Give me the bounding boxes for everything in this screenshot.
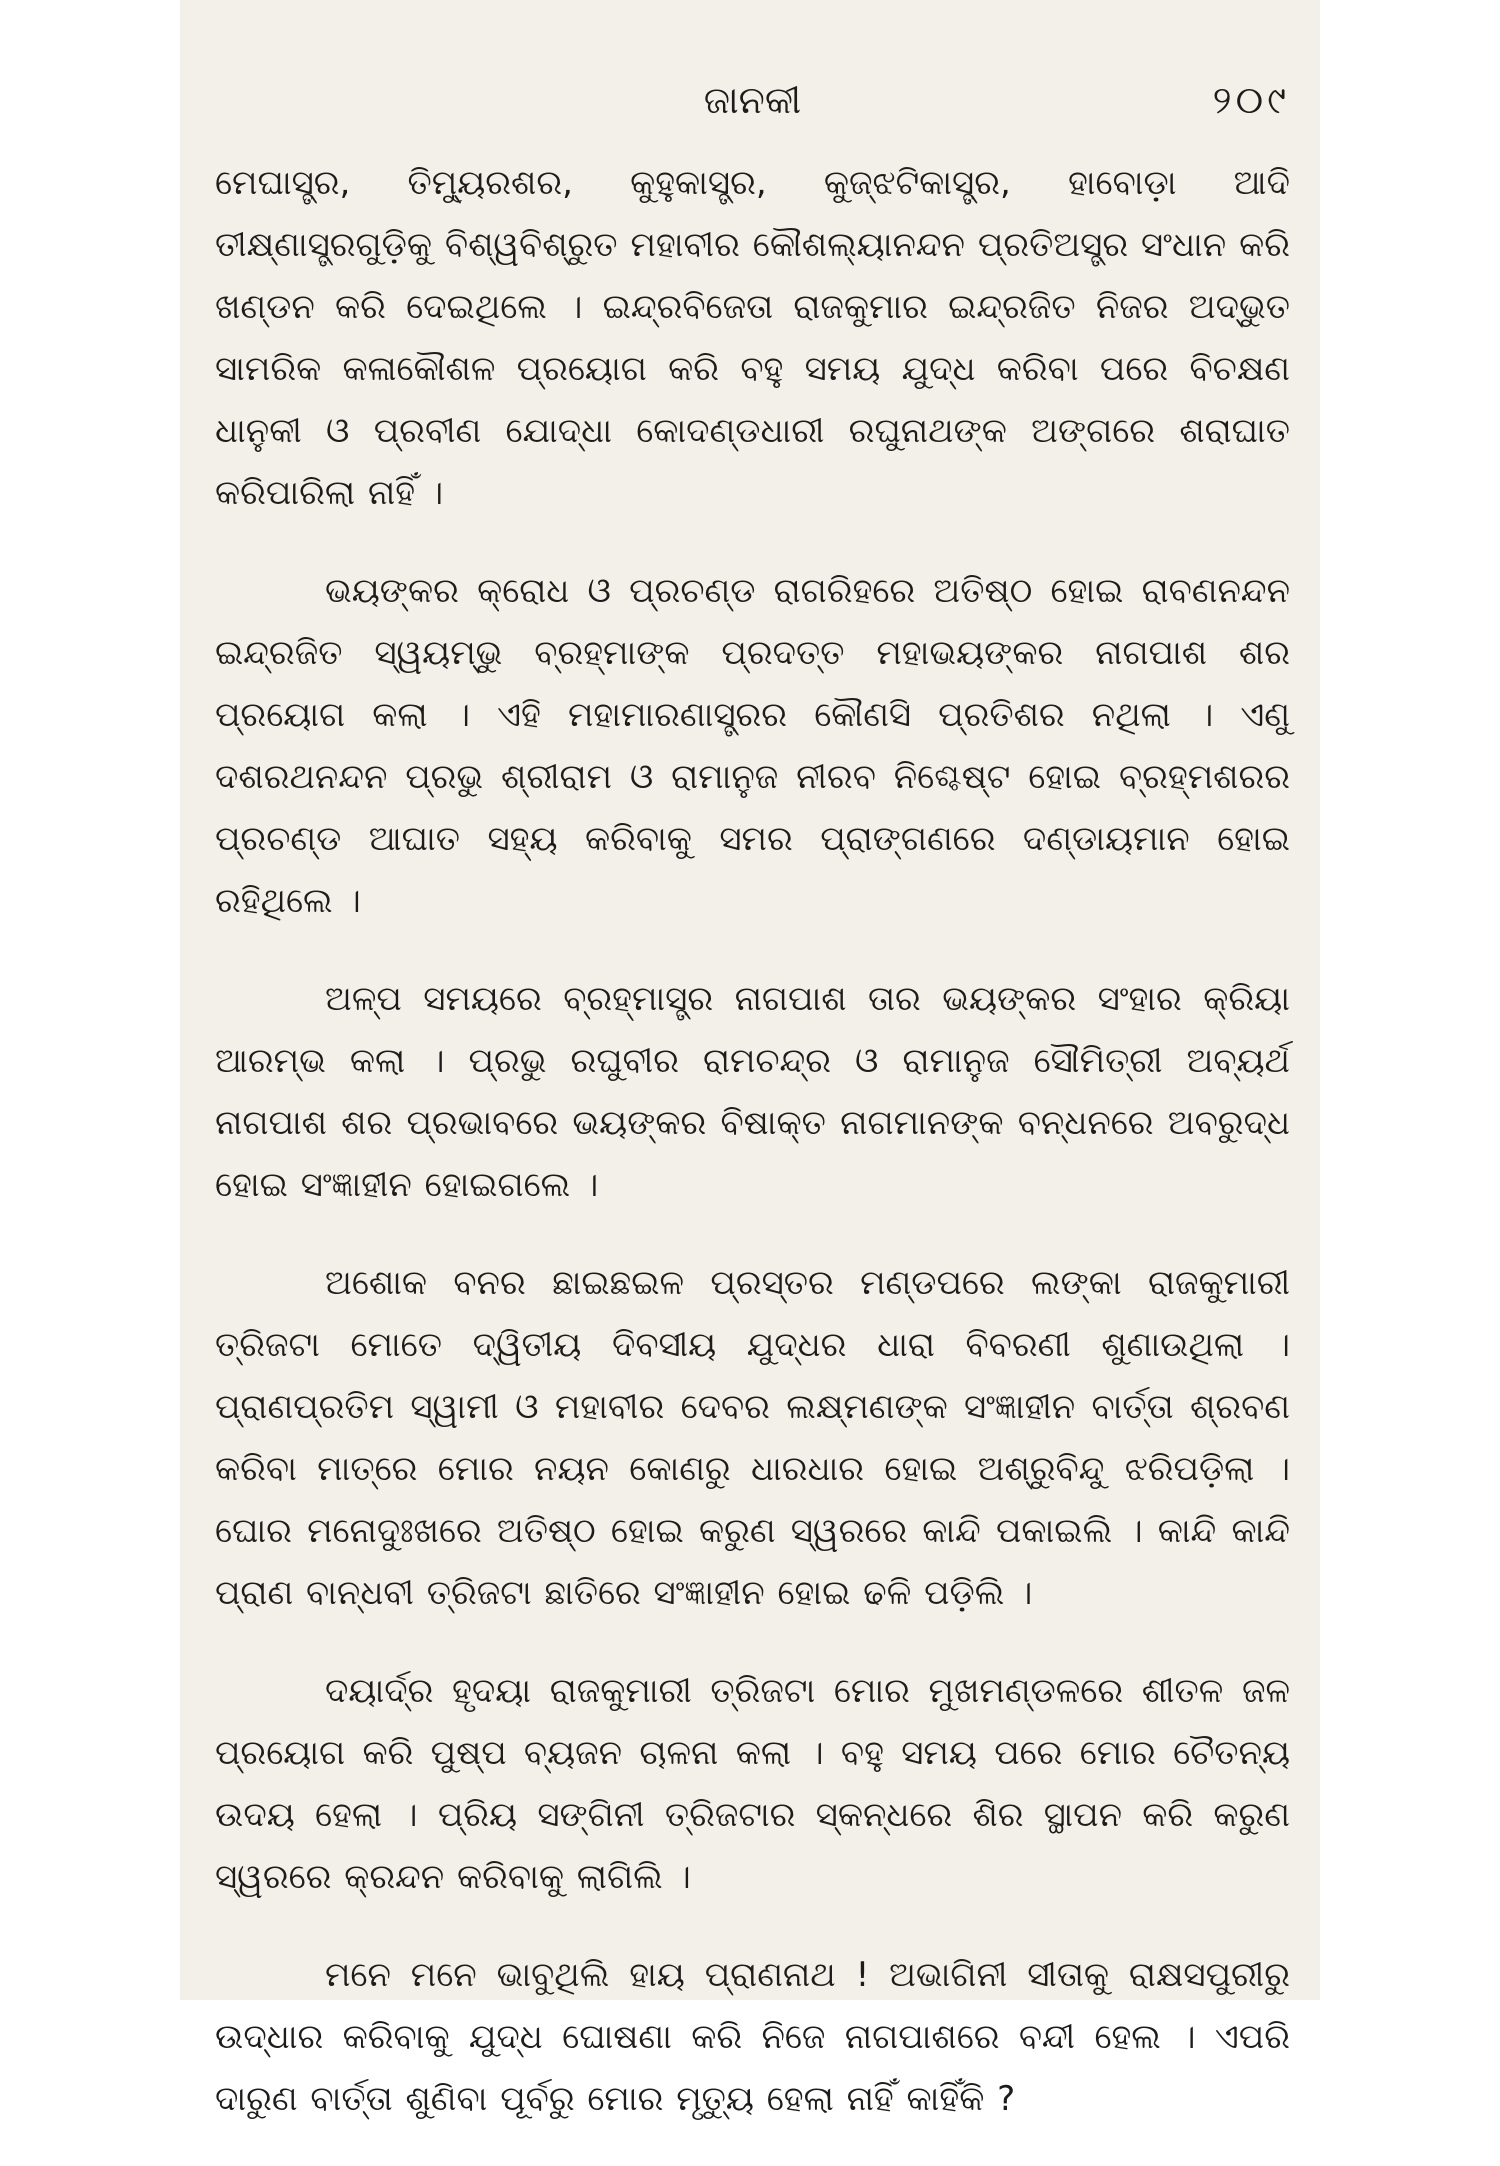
page-number: ୨୦୯ — [1212, 78, 1290, 122]
paragraph-1: ମେଘାସ୍ତ୍ର, ତିମ୍ୟୁରଶର, କୁହୁକାସ୍ତ୍ର, କୁଜ୍‌ଝଟିକାସ୍ତ୍ର, ହାବୋଡ଼ା ଆଦି ତୀକ୍ଷ୍ଣାସ୍ତ୍ରଗୁଡ଼ିକୁ ବିଶ୍ୱବିଶ୍ରୁତ ମହାବୀର କୌଶଲ୍ୟାନନ୍ଦନ ପ୍ରତିଅସ୍ତ୍ର ସଂଧାନ କରି ଖଣ୍ଡନ କରି ଦେଇଥିଲେ । ଇନ୍ଦ୍ରବିଜେତା ରାଜକୁମାର ଇନ୍ଦ୍ରଜିତ ନିଜର ଅଦ୍ଭୁତ ସାମରିକ କଳାକୌଶଳ ପ୍ରୟୋଗ କରି ବହୁ ସମୟ ଯୁଦ୍ଧ କରିବା ପରେ ବିଚକ୍ଷଣ ଧାନୁକୀ ଓ ପ୍ରବୀଣ ଯୋଦ୍ଧା କୋଦଣ୍ଡଧାରୀ ରଘୁନାଥଙ୍କ ଅଙ୍ଗରେ ଶରାଘାତ କରିପାରିଲା ନାହିଁ । — [215, 163, 1290, 513]
paragraph-5: ଦୟାର୍ଦ୍ର ହୃଦୟା ରାଜକୁମାରୀ ତ୍ରିଜଟା ମୋର ମୁଖମଣ୍ଡଳରେ ଶୀତଳ ଜଳ ପ୍ରୟୋଗ କରି ପୁଷ୍ପ ବ୍ୟଜନ ଚାଳନା କଲା । ବହୁ ସମୟ ପରେ ମୋର ଚୈତନ୍ୟ ଉଦୟ ହେଲା । ପ୍ରିୟ ସଙ୍ଗିନୀ ତ୍ରିଜଟାର ସ୍କନ୍ଧରେ ଶିର ସ୍ଥାପନ କରି କରୁଣ ସ୍ୱରରେ କ୍ରନ୍ଦନ କରିବାକୁ ଲାଗିଲି । — [215, 1671, 1290, 1897]
paragraph-2: ଭୟଙ୍କର କ୍ରୋଧ ଓ ପ୍ରଚଣ୍ଡ ରାଗରିହରେ ଅତିଷ୍ଠ ହୋଇ ରାବଣନନ୍ଦନ ଇନ୍ଦ୍ରଜିତ ସ୍ୱୟମ୍ଭୁ ବ୍ରହ୍ମାଙ୍କ ପ୍ରଦତ୍ତ ମହାଭୟଙ୍କର ନାଗପାଶ ଶର ପ୍ରୟୋଗ କଲା । ଏହି ମହାମାରଣାସ୍ତ୍ରର କୌଣସି ପ୍ରତିଶର ନଥିଲା । ଏଣୁ ଦଶରଥନନ୍ଦନ ପ୍ରଭୁ ଶ୍ରୀରାମ ଓ ରାମାନୁଜ ନୀରବ ନିଶ୍ଚେଷ୍ଟ ହୋଇ ବ୍ରହ୍ମଶରର ପ୍ରଚଣ୍ଡ ଆଘାତ ସହ୍ୟ କରିବାକୁ ସମର ପ୍ରାଙ୍ଗଣରେ ଦଣ୍ଡାୟମାନ ହୋଇ ରହିଥିଲେ । — [215, 571, 1290, 921]
running-title: ଜାନକୀ — [703, 78, 802, 122]
paragraph-6: ମନେ ମନେ ଭାବୁଥିଲି ହାୟ ପ୍ରାଣନାଥ ! ଅଭାଗିନୀ ସୀତାକୁ ରାକ୍ଷସପୁରୀରୁ ଉଦ୍ଧାର କରିବାକୁ ଯୁଦ୍ଧ ଘୋଷଣା କରି ନିଜେ ନାଗପାଶରେ ବନ୍ଦୀ ହେଲ । ଏପରି ଦାରୁଣ ବାର୍ତ୍ତା ଶୁଣିବା ପୂର୍ବରୁ ମୋର ମୃତ୍ୟୁ ହେଲା ନାହିଁ କାହିଁକି ? — [215, 1955, 1290, 2119]
paragraph-3: ଅଳ୍ପ ସମୟରେ ବ୍ରହ୍ମାସ୍ତ୍ର ନାଗପାଶ ତାର ଭୟଙ୍କର ସଂହାର କ୍ରିୟା ଆରମ୍ଭ କଲା । ପ୍ରଭୁ ରଘୁବୀର ରାମଚନ୍ଦ୍ର ଓ ରାମାନୁଜ ସୌମିତ୍ରୀ ଅବ୍ୟର୍ଥ ନାଗପାଶ ଶର ପ୍ରଭାବରେ ଭୟଙ୍କର ବିଷାକ୍ତ ନାଗମାନଙ୍କ ବନ୍ଧନରେ ଅବରୁଦ୍ଧ ହୋଇ ସଂଜ୍ଞାହୀନ ହୋଇଗଲେ । — [215, 979, 1290, 1205]
paragraph-4: ଅଶୋକ ବନର ଛାଇଛଇଳ ପ୍ରସ୍ତର ମଣ୍ଡପରେ ଲଙ୍କା ରାଜକୁମାରୀ ତ୍ରିଜଟା ମୋତେ ଦ୍ୱିତୀୟ ଦିବସୀୟ ଯୁଦ୍ଧର ଧାରା ବିବରଣୀ ଶୁଣାଉଥିଲା । ପ୍ରାଣପ୍ରତିମ ସ୍ୱାମୀ ଓ ମହାବୀର ଦେବର ଲକ୍ଷ୍ମଣଙ୍କ ସଂଜ୍ଞାହୀନ ବାର୍ତ୍ତା ଶ୍ରବଣ କରିବା ମାତ୍ରେ ମୋର ନୟନ କୋଣରୁ ଧାରଧାର ହୋଇ ଅଶ୍ରୁବିନ୍ଦୁ ଝରିପଡ଼ିଲା । ଘୋର ମନୋଦୁଃଖରେ ଅତିଷ୍ଠ ହୋଇ କରୁଣ ସ୍ୱରରେ କାନ୍ଦି ପକାଇଲି । କାନ୍ଦି କାନ୍ଦି ପ୍ରାଣ ବାନ୍ଧବୀ ତ୍ରିଜଟା ଛାତିରେ ସଂଜ୍ଞାହୀନ ହୋଇ ଢଳି ପଡ଼ିଲି । — [215, 1263, 1290, 1613]
book-page — [180, 0, 1320, 2119]
body-text — [215, 152, 1290, 2166]
